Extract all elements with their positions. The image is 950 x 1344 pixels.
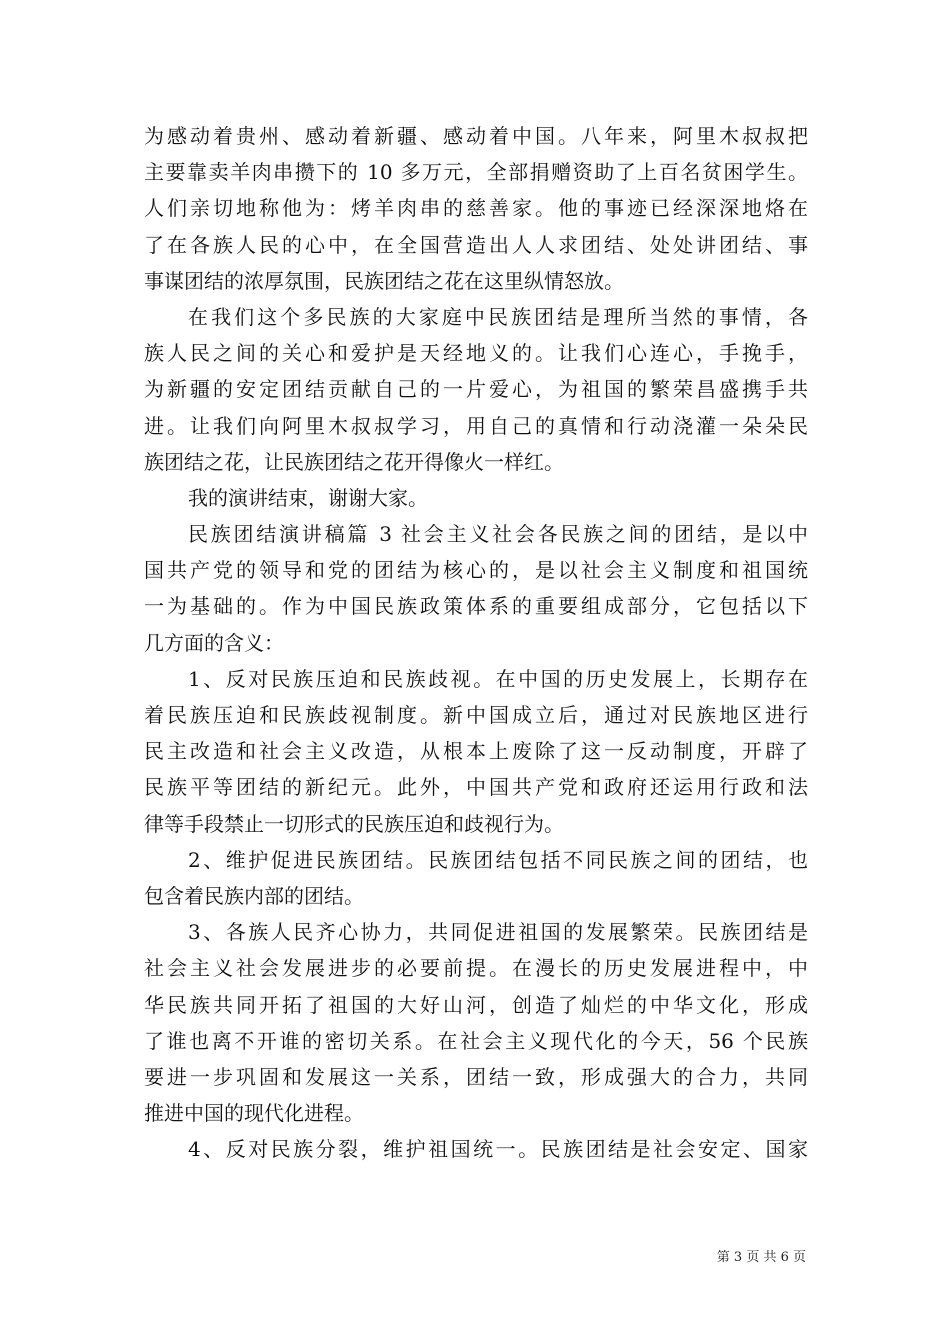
text-line: 着民族压迫和民族歧视制度。新中国成立后，通过对民族地区进行 bbox=[144, 703, 808, 727]
paragraph-first-line: 3、各族人民齐心协力，共同促进祖国的发展繁荣。民族团结是 bbox=[188, 920, 808, 945]
text-line: 几方面的含义： bbox=[144, 630, 284, 655]
text-line: 社会主义社会发展进步的必要前提。在漫长的历史发展进程中，中 bbox=[144, 956, 808, 981]
text-line: 事谋团结的浓厚氛围，民族团结之花在这里纵情怒放。 bbox=[144, 268, 624, 293]
text-line: 华民族共同开拓了祖国的大好山河，创造了灿烂的中华文化，形成 bbox=[144, 992, 808, 1017]
text-line: 为感动着贵州、感动着新疆、感动着中国。八年来，阿里木叔叔把 bbox=[144, 124, 808, 148]
text-line: 推进中国的现代化进程。 bbox=[144, 1101, 364, 1126]
paragraph-first-line: 4、反对民族分裂，维护祖国统一。民族团结是社会安定、国家 bbox=[188, 1137, 808, 1162]
text-line: 族团结之花，让民族团结之花开得像火一样红。 bbox=[144, 449, 564, 474]
text-line: 要进一步巩固和发展这一关系，团结一致，形成强大的合力，共同 bbox=[144, 1064, 808, 1089]
paragraph-first-line: 在我们这个多民族的大家庭中民族团结是理所当然的事情，各 bbox=[188, 304, 808, 329]
text-line: 族人民之间的关心和爱护是天经地义的。让我们心连心，手挽手， bbox=[144, 341, 808, 366]
text-line: 包含着民族内部的团结。 bbox=[144, 883, 364, 908]
text-line: 为新疆的安定团结贡献自己的一片爱心，为祖国的繁荣昌盛携手共 bbox=[144, 377, 808, 402]
paragraph-first-line: 民族团结演讲稿篇 3 社会主义社会各民族之间的团结，是以中 bbox=[188, 522, 808, 547]
text-line: 了谁也离不开谁的密切关系。在社会主义现代化的今天，56 个民族 bbox=[144, 1028, 808, 1053]
paragraph-first-line: 1、反对民族压迫和民族歧视。在中国的历史发展上，长期存在 bbox=[188, 666, 808, 691]
text-line: 人们亲切地称他为：烤羊肉串的慈善家。他的事迹已经深深地烙在 bbox=[144, 196, 808, 221]
paragraph-first-line: 2、维护促进民族团结。民族团结包括不同民族之间的团结，也 bbox=[188, 847, 808, 872]
text-line: 进。让我们向阿里木叔叔学习，用自己的真情和行动浇灌一朵朵民 bbox=[144, 413, 808, 438]
document-body bbox=[144, 118, 808, 1167]
text-line: 一为基础的。作为中国民族政策体系的重要组成部分，它包括以下 bbox=[144, 594, 808, 619]
text-line: 民主改造和社会主义改造，从根本上废除了这一反动制度，开辟了 bbox=[144, 739, 808, 764]
text-line: 了在各族人民的心中，在全国营造出人人求团结、处处讲团结、事 bbox=[144, 232, 808, 257]
text-line: 国共产党的领导和党的团结为核心的，是以社会主义制度和祖国统 bbox=[144, 558, 808, 583]
text-line: 律等手段禁止一切形式的民族压迫和歧视行为。 bbox=[144, 811, 564, 836]
text-line: 民族平等团结的新纪元。此外，中国共产党和政府还运用行政和法 bbox=[144, 775, 808, 800]
paragraph-first-line: 我的演讲结束，谢谢大家。 bbox=[188, 485, 428, 510]
text-line: 主要靠卖羊肉串攒下的 10 多万元，全部捐赠资助了上百名贫困学生。 bbox=[144, 160, 808, 185]
page-number-footer: 第 3 页 共 6 页 bbox=[716, 1250, 806, 1265]
